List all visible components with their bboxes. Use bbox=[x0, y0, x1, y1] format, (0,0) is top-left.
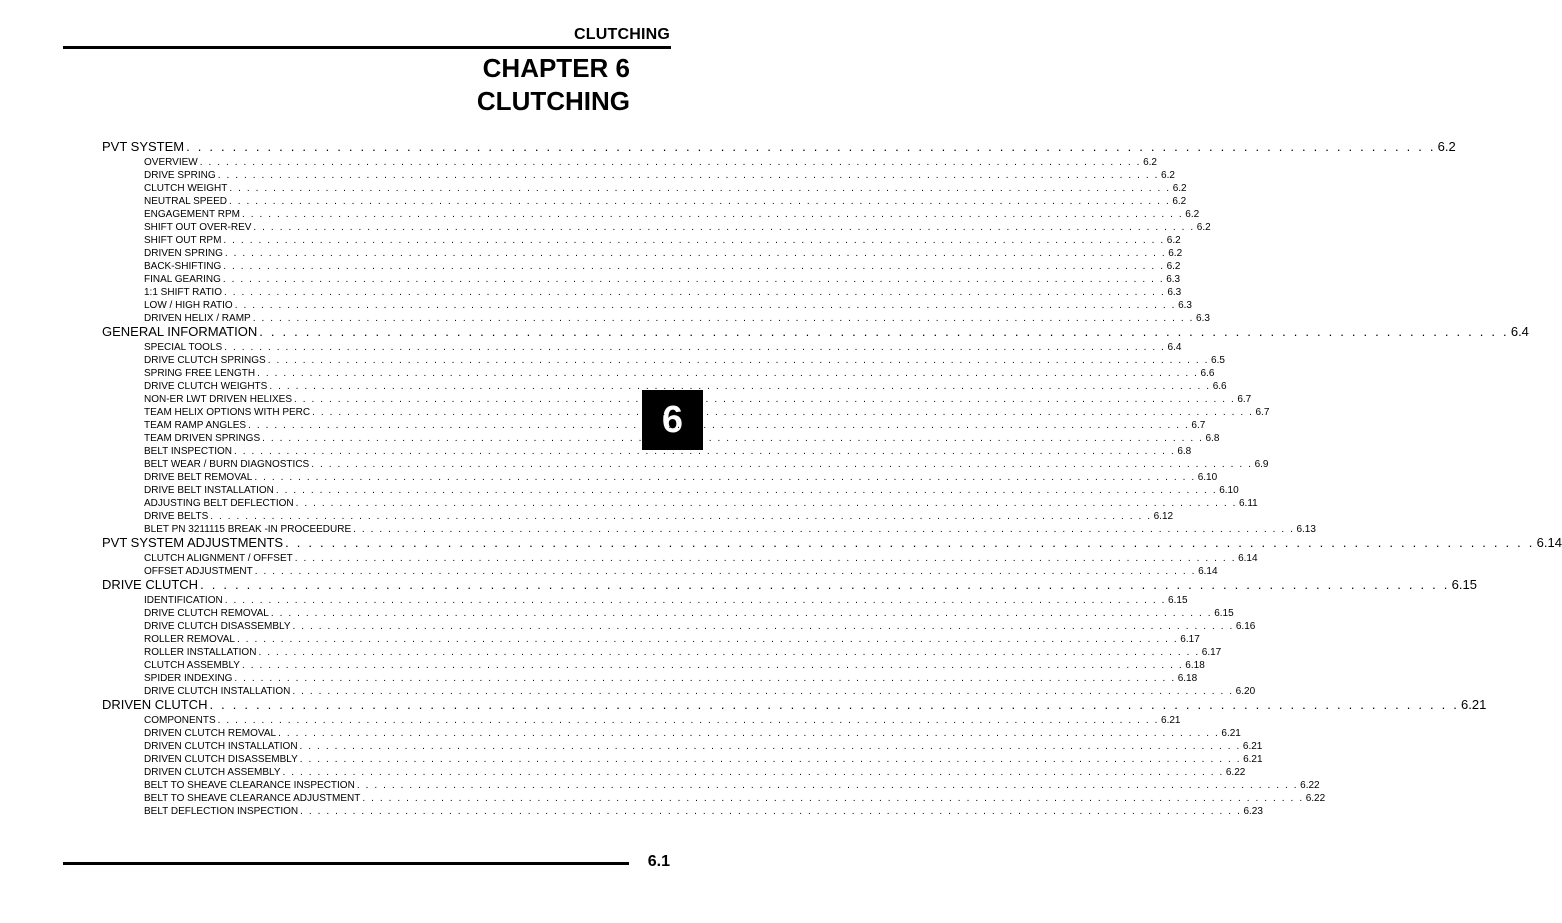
toc-section-page: 6.14 bbox=[1536, 535, 1562, 550]
toc-entry-title: NEUTRAL SPEED bbox=[144, 196, 227, 207]
toc-entry[interactable] bbox=[144, 780, 1320, 793]
dot-leader: . . . . . . . . . . . . . . . . . . . . . . . . . . . . . . . . . . . . . . . . . . . . . . . . . . . . . . . . . . . . . . . . . . . . . . . . . . . . . . . . . . . . . . . . . . . . . . . . . . . . . . . . . . . . bbox=[292, 621, 1234, 632]
toc-entry-page: 6.3 bbox=[1166, 274, 1181, 285]
toc-section-title: GENERAL INFORMATION bbox=[102, 324, 258, 339]
toc-entry-title: 1:1 SHIFT RATIO bbox=[144, 287, 222, 298]
dot-leader: . . . . . . . . . . . . . . . . . . . . . . . . . . . . . . . . . . . . . . . . . . . . . . . . . . . . . . . . . . . . . . . . . . . . . . . . . . . . . . . . . . . . . . . . . . . . . . . . . . . . . . . . . . . . bbox=[275, 485, 1218, 496]
toc-section-page: 6.4 bbox=[1510, 324, 1529, 339]
toc-entry-page: 6.11 bbox=[1239, 498, 1258, 509]
toc-entry[interactable] bbox=[144, 381, 1227, 394]
dot-leader: . . . . . . . . . . . . . . . . . . . . . . . . . . . . . . . . . . . . . . . . . . . . . . . . . . . . . . . . . . . . . . . . . . . . . . . . . . . . . . . . . . . . . . . . . . . . . . . . . . . . . . . . . . . . bbox=[253, 222, 1195, 233]
dot-leader: . . . . . . . . . . . . . . . . . . . . . . . . . . . . . . . . . . . . . . . . . . . . . . . . . . . . . . . . . . . . . . . . . . . . . . . . . . . . . . . . . . . . . . . . . . . . . . . . . . . . . . . . . . . . bbox=[241, 209, 1184, 220]
toc-entry-title: BLET PN 3211115 BREAK -IN PROCEEDURE bbox=[144, 524, 352, 535]
dot-leader: . . . . . . . . . . . . . . . . . . . . . . . . . . . . . . . . . . . . . . . . . . . . . . . . . . . . . . . . . . . . . . . . . . . . . . . . . . . . . . . . . . . . . . . . . . . . . . . . . . . . . . . . . . . . bbox=[294, 553, 1237, 564]
header-rule bbox=[63, 46, 671, 49]
toc-entry[interactable] bbox=[144, 793, 1326, 806]
toc-section-title: DRIVE CLUTCH bbox=[102, 577, 199, 592]
toc-entry-page: 6.15 bbox=[1168, 595, 1188, 606]
toc-entry-title: SPIDER INDEXING bbox=[144, 673, 233, 684]
toc-entry-title: SHIFT OUT RPM bbox=[144, 235, 222, 246]
toc-entry-page: 6.17 bbox=[1201, 647, 1222, 658]
toc-entry-page: 6.6 bbox=[1200, 368, 1215, 379]
toc-entry-title: DRIVEN CLUTCH ASSEMBLY bbox=[144, 767, 281, 778]
toc-entry-title: DRIVE CLUTCH DISASSEMBLY bbox=[144, 621, 291, 632]
toc-entry[interactable] bbox=[144, 170, 1175, 183]
toc-entry-page: 6.2 bbox=[1143, 157, 1157, 168]
toc-entry[interactable] bbox=[144, 728, 1241, 741]
toc-entry[interactable] bbox=[144, 754, 1263, 767]
toc-entry[interactable] bbox=[144, 595, 1188, 608]
chapter-title bbox=[477, 52, 630, 118]
dot-leader: . . . . . . . . . . . . . . . . . . . . . . . . . . . . . . . . . . . . . . . . . . . . . . . . . . . . . . . . . . . . . . . . . . . . . . . . . . . . . . . . . . . . . . . . . . . . . . . . . . . . . . . . . . . . bbox=[299, 754, 1242, 765]
toc-entry-title: TEAM RAMP ANGLES bbox=[144, 420, 247, 431]
toc-entry-title: DRIVE CLUTCH SPRINGS bbox=[144, 355, 266, 366]
toc-entry-page: 6.13 bbox=[1296, 524, 1316, 535]
dot-leader: . . . . . . . . . . . . . . . . . . . . . . . . . . . . . . . . . . . . . . . . . . . . . . . . . . . . . . . . . . . . . . . . . . . . . . . . . . . . . . . . . . . . . . . . . . . . . . . . . . . . . . . . . . . . bbox=[262, 433, 1204, 444]
dot-leader: . . . . . . . . . . . . . . . . . . . . . . . . . . . . . . . . . . . . . . . . . . . . . . . . . . . . . . . . . . . . . . . . . . . . . . . . . . . . . . . . . . . . . . . . . . . . . . . . . . . . . . . . . . . . bbox=[248, 420, 1190, 431]
toc-entry-title: DRIVE BELT INSTALLATION bbox=[144, 485, 274, 496]
toc-entry[interactable] bbox=[144, 741, 1263, 754]
toc-entry[interactable] bbox=[144, 355, 1225, 368]
toc-entry[interactable] bbox=[144, 498, 1258, 511]
toc-entry[interactable] bbox=[144, 446, 1192, 459]
toc-entry-title: IDENTIFICATION bbox=[144, 595, 223, 606]
toc-entry-page: 6.22 bbox=[1305, 793, 1326, 804]
toc-entry-title: CLUTCH ALIGNMENT / OFFSET bbox=[144, 553, 293, 564]
toc-entry-page: 6.6 bbox=[1212, 381, 1227, 392]
toc-entry[interactable] bbox=[144, 394, 1252, 407]
dot-leader: . . . . . . . . . . . . . . . . . . . . . . . . . . . . . . . . . . . . . . . . . . . . . . . . . . . . . . . . . . . . . . . . . . . . . . . . . . . . . . . . . . . . . . . . . . . . . . . . . . . . . . . . . . . . bbox=[200, 577, 1450, 592]
toc-entry[interactable] bbox=[144, 287, 1182, 300]
dot-leader: . . . . . . . . . . . . . . . . . . . . . . . . . . . . . . . . . . . . . . . . . . . . . . . . . . . . . . . . . . . . . . . . . . . . . . . . . . . . . . . . . . . . . . . . . . . . . . . . . . . . . . . . . . . . bbox=[234, 673, 1176, 684]
toc-entry[interactable] bbox=[144, 274, 1181, 287]
dot-leader: . . . . . . . . . . . . . . . . . . . . . . . . . . . . . . . . . . . . . . . . . . . . . . . . . . . . . . . . . . . . . . . . . . . . . . . . . . . . . . . . . . . . . . . . . . . . . . . . . . . . . . . . . . . . bbox=[228, 196, 1171, 207]
dot-leader: . . . . . . . . . . . . . . . . . . . . . . . . . . . . . . . . . . . . . . . . . . . . . . . . . . . . . . . . . . . . . . . . . . . . . . . . . . . . . . . . . . . . . . . . . . . . . . . . . . . . . . . . . . . . bbox=[254, 566, 1197, 577]
toc-entry-page: 6.2 bbox=[1161, 170, 1175, 181]
toc-entry-page: 6.17 bbox=[1180, 634, 1200, 645]
dot-leader: . . . . . . . . . . . . . . . . . . . . . . . . . . . . . . . . . . . . . . . . . . . . . . . . . . . . . . . . . . . . . . . . . . . . . . . . . . . . . . . . . . . . . . . . . . . . . . . . . . . . . . . . . . . . bbox=[299, 741, 1241, 752]
dot-leader: . . . . . . . . . . . . . . . . . . . . . . . . . . . . . . . . . . . . . . . . . . . . . . . . . . . . . . . . . . . . . . . . . . . . . . . . . . . . . . . . . . . . . . . . . . . . . . . . . . . . . . . . . . . . bbox=[312, 407, 1254, 418]
toc-entry-page: 6.4 bbox=[1167, 342, 1182, 353]
toc-entry[interactable] bbox=[144, 553, 1258, 566]
toc-entry-page: 6.3 bbox=[1167, 287, 1182, 298]
toc-entry-page: 6.21 bbox=[1221, 728, 1241, 739]
dot-leader: . . . . . . . . . . . . . . . . . . . . . . . . . . . . . . . . . . . . . . . . . . . . . . . . . . . . . . . . . . . . . . . . . . . . . . . . . . . . . . . . . . . . . . . . . . . . . . . . . . . . . . . . . . . . bbox=[300, 806, 1242, 817]
toc-entry-title: FINAL GEARING bbox=[144, 274, 221, 285]
toc-entry-title: TEAM HELIX OPTIONS WITH PERC bbox=[144, 407, 311, 418]
toc-entry[interactable] bbox=[144, 300, 1192, 313]
dot-leader: . . . . . . . . . . . . . . . . . . . . . . . . . . . . . . . . . . . . . . . . . . . . . . . . . . . . . . . . . . . . . . . . . . . . . . . . . . . . . . . . . . . . . . . . . . . . . . . . . . . . . . . . . . . . bbox=[257, 368, 1199, 379]
dot-leader: . . . . . . . . . . . . . . . . . . . . . . . . . . . . . . . . . . . . . . . . . . . . . . . . . . . . . . . . . . . . . . . . . . . . . . . . . . . . . . . . . . . . . . . . . . . . . . . . . . . . . . . . . . . . bbox=[223, 261, 1165, 272]
toc-entry-title: SPECIAL TOOLS bbox=[144, 342, 223, 353]
toc-entry-page: 6.8 bbox=[1177, 446, 1192, 457]
toc-entry-page: 6.18 bbox=[1177, 673, 1198, 684]
dot-leader: . . . . . . . . . . . . . . . . . . . . . . . . . . . . . . . . . . . . . . . . . . . . . . . . . . . . . . . . . . . . . . . . . . . . . . . . . . . . . . . . . . . . . . . . . . . . . . . . . . . . . . . . . . . . bbox=[294, 394, 1236, 405]
dot-leader: . . . . . . . . . . . . . . . . . . . . . . . . . . . . . . . . . . . . . . . . . . . . . . . . . . . . . . . . . . . . . . . . . . . . . . . . . . . . . . . . . . . . . . . . . . . . . . . . . . . . . . . . . . . . bbox=[222, 274, 1165, 285]
toc-entry-title: DRIVE CLUTCH REMOVAL bbox=[144, 608, 269, 619]
toc-entry-page: 6.20 bbox=[1235, 686, 1256, 697]
dot-leader: . . . . . . . . . . . . . . . . . . . . . . . . . . . . . . . . . . . . . . . . . . . . . . . . . . . . . . . . . . . . . . . . . . . . . . . . . . . . . . . . . . . . . . . . . . . . . . . . . . . . . . . . . . . . bbox=[217, 715, 1160, 726]
toc-entry-page: 6.22 bbox=[1300, 780, 1320, 791]
page-number: 6.1 bbox=[647, 853, 670, 870]
toc-entry-page: 6.3 bbox=[1196, 313, 1210, 324]
toc-entry-title: ENGAGEMENT RPM bbox=[144, 209, 240, 220]
toc-entry[interactable] bbox=[144, 420, 1206, 433]
toc-section[interactable] bbox=[102, 697, 1487, 713]
toc-entry-page: 6.2 bbox=[1168, 248, 1183, 259]
toc-entry-title: DRIVE CLUTCH WEIGHTS bbox=[144, 381, 268, 392]
dot-leader: . . . . . . . . . . . . . . . . . . . . . . . . . . . . . . . . . . . . . . . . . . . . . . . . . . . . . . . . . . . . . . . . . . . . . . . . . . . . . . . . . . . . . . . . . . . . . . . . . . . . . . . . . . . . bbox=[199, 157, 1142, 168]
dot-leader: . . . . . . . . . . . . . . . . . . . . . . . . . . . . . . . . . . . . . . . . . . . . . . . . . . . . . . . . . . . . . . . . . . . . . . . . . . . . . . . . . . . . . . . . . . . . . . . . . . . . . . . . . . . . bbox=[282, 767, 1224, 778]
dot-leader: . . . . . . . . . . . . . . . . . . . . . . . . . . . . . . . . . . . . . . . . . . . . . . . . . . . . . . . . . . . . . . . . . . . . . . . . . . . . . . . . . . . . . . . . . . . . . . . . . . . . . . . . . . . . bbox=[186, 139, 1436, 154]
dot-leader: . . . . . . . . . . . . . . . . . . . . . . . . . . . . . . . . . . . . . . . . . . . . . . . . . . . . . . . . . . . . . . . . . . . . . . . . . . . . . . . . . . . . . . . . . . . . . . . . . . . . . . . . . . . . bbox=[295, 498, 1237, 509]
toc-entry[interactable] bbox=[144, 715, 1181, 728]
toc-entry-page: 6.10 bbox=[1219, 485, 1239, 496]
toc-entry-title: OFFSET ADJUSTMENT bbox=[144, 566, 253, 577]
toc-entry-page: 6.2 bbox=[1172, 196, 1187, 207]
toc-entry-title: DRIVEN HELIX / RAMP bbox=[144, 313, 251, 324]
toc-entry[interactable] bbox=[144, 608, 1234, 621]
dot-leader: . . . . . . . . . . . . . . . . . . . . . . . . . . . . . . . . . . . . . . . . . . . . . . . . . . . . . . . . . . . . . . . . . . . . . . . . . . . . . . . . . . . . . . . . . . . . . . . . . . . . . . . . . . . . bbox=[356, 780, 1299, 791]
dot-leader: . . . . . . . . . . . . . . . . . . . . . . . . . . . . . . . . . . . . . . . . . . . . . . . . . . . . . . . . . . . . . . . . . . . . . . . . . . . . . . . . . . . . . . . . . . . . . . . . . . . . . . . . . . . . bbox=[233, 446, 1176, 457]
toc-entry-page: 6.8 bbox=[1205, 433, 1220, 444]
toc-entry-page: 6.18 bbox=[1185, 660, 1205, 671]
toc-entry-title: LOW / HIGH RATIO bbox=[144, 300, 233, 311]
toc-entry[interactable] bbox=[144, 368, 1215, 381]
toc-section-page: 6.21 bbox=[1461, 697, 1487, 712]
dot-leader: . . . . . . . . . . . . . . . . . . . . . . . . . . . . . . . . . . . . . . . . . . . . . . . . . . . . . . . . . . . . . . . . . . . . . . . . . . . . . . . . . . . . . . . . . . . . . . . . . . . . . . . . . . . . bbox=[252, 313, 1195, 324]
toc-entry[interactable] bbox=[144, 433, 1220, 446]
toc-entry-page: 6.21 bbox=[1243, 754, 1263, 765]
chapter-tab: 6 bbox=[642, 390, 703, 450]
running-header: CLUTCHING bbox=[573, 26, 670, 43]
toc-entry-page: 6.7 bbox=[1255, 407, 1270, 418]
toc-entry-title: BELT INSPECTION bbox=[144, 446, 232, 457]
toc-entry-page: 6.2 bbox=[1172, 183, 1187, 194]
toc-section-title: PVT SYSTEM bbox=[102, 139, 185, 154]
chapter-name: CLUTCHING bbox=[476, 86, 630, 116]
dot-leader: . . . . . . . . . . . . . . . . . . . . . . . . . . . . . . . . . . . . . . . . . . . . . . . . . . . . . . . . . . . . . . . . . . . . . . . . . . . . . . . . . . . . . . . . . . . . . . . . . . . . . . . . . . . . bbox=[223, 235, 1165, 246]
toc-section[interactable] bbox=[102, 139, 1456, 155]
toc-entry-page: 6.3 bbox=[1178, 300, 1192, 311]
toc-entry[interactable] bbox=[144, 767, 1246, 780]
toc-entry-title: BELT TO SHEAVE CLEARANCE ADJUSTMENT bbox=[144, 793, 361, 804]
dot-leader: . . . . . . . . . . . . . . . . . . . . . . . . . . . . . . . . . . . . . . . . . . . . . . . . . . . . . . . . . . . . . . . . . . . . . . . . . . . . . . . . . . . . . . . . . . . . . . . . . . . . . . . . . . . . bbox=[223, 287, 1166, 298]
toc-entry[interactable] bbox=[144, 222, 1211, 235]
toc-entry[interactable] bbox=[144, 183, 1187, 196]
toc-entry-page: 6.2 bbox=[1185, 209, 1200, 220]
toc-entry-page: 6.21 bbox=[1161, 715, 1181, 726]
dot-leader: . . . . . . . . . . . . . . . . . . . . . . . . . . . . . . . . . . . . . . . . . . . . . . . . . . . . . . . . . . . . . . . . . . . . . . . . . . . . . . . . . . . . . . . . . . . . . . . . . . . . . . . . . . . . bbox=[217, 170, 1160, 181]
toc-section[interactable] bbox=[102, 577, 1477, 593]
dot-leader: . . . . . . . . . . . . . . . . . . . . . . . . . . . . . . . . . . . . . . . . . . . . . . . . . . . . . . . . . . . . . . . . . . . . . . . . . . . . . . . . . . . . . . . . . . . . . . . . . . . . . . . . . . . . bbox=[270, 608, 1213, 619]
dot-leader: . . . . . . . . . . . . . . . . . . . . . . . . . . . . . . . . . . . . . . . . . . . . . . . . . . . . . . . . . . . . . . . . . . . . . . . . . . . . . . . . . . . . . . . . . . . . . . . . . . . . . . . . . . . . bbox=[229, 183, 1171, 194]
toc-entry[interactable] bbox=[144, 673, 1198, 686]
toc-entry-page: 6.7 bbox=[1191, 420, 1206, 431]
toc-entry-title: COMPONENTS bbox=[144, 715, 216, 726]
toc-entry-page: 6.16 bbox=[1235, 621, 1256, 632]
toc-entry-title: ROLLER REMOVAL bbox=[144, 634, 235, 645]
toc-entry[interactable] bbox=[144, 196, 1187, 209]
toc-entry-page: 6.2 bbox=[1166, 235, 1181, 246]
toc-entry[interactable] bbox=[144, 209, 1200, 222]
toc-entry-title: DRIVEN CLUTCH DISASSEMBLY bbox=[144, 754, 298, 765]
dot-leader: . . . . . . . . . . . . . . . . . . . . . . . . . . . . . . . . . . . . . . . . . . . . . . . . . . . . . . . . . . . . . . . . . . . . . . . . . . . . . . . . . . . . . . . . . . . . . . . . . . . . . . . . . . . . bbox=[353, 524, 1295, 535]
toc-entry-page: 6.22 bbox=[1225, 767, 1246, 778]
toc-entry-page: 6.14 bbox=[1238, 553, 1258, 564]
toc-entry-page: 6.23 bbox=[1243, 806, 1263, 817]
toc-entry-title: BELT DEFLECTION INSPECTION bbox=[144, 806, 299, 817]
toc-entry-title: NON-ER LWT DRIVEN HELIXES bbox=[144, 394, 292, 405]
toc-entry-title: TEAM DRIVEN SPRINGS bbox=[144, 433, 261, 444]
toc-entry[interactable] bbox=[144, 511, 1174, 524]
toc-entry[interactable] bbox=[144, 621, 1256, 634]
toc-entry-page: 6.15 bbox=[1214, 608, 1234, 619]
dot-leader: . . . . . . . . . . . . . . . . . . . . . . . . . . . . . . . . . . . . . . . . . . . . . . . . . . . . . . . . . . . . . . . . . . . . . . . . . . . . . . . . . . . . . . . . . . . . . . . . . . . . . . . . . . . . bbox=[236, 634, 1179, 645]
dot-leader: . . . . . . . . . . . . . . . . . . . . . . . . . . . . . . . . . . . . . . . . . . . . . . . . . . . . . . . . . . . . . . . . . . . . . . . . . . . . . . . . . . . . . . . . . . . . . . . . . . . . . . . . . . . . bbox=[285, 535, 1535, 550]
toc-entry-title: DRIVE BELTS bbox=[144, 511, 209, 522]
toc-entry-page: 6.2 bbox=[1196, 222, 1211, 233]
toc-section-title: DRIVEN CLUTCH bbox=[102, 697, 208, 712]
toc-entry-title: DRIVEN CLUTCH INSTALLATION bbox=[144, 741, 298, 752]
toc-entry-title: DRIVEN SPRING bbox=[144, 248, 223, 259]
dot-leader: . . . . . . . . . . . . . . . . . . . . . . . . . . . . . . . . . . . . . . . . . . . . . . . . . . . . . . . . . . . . . . . . . . . . . . . . . . . . . . . . . . . . . . . . . . . . . . . . . . . . . . . . . . . . bbox=[224, 248, 1167, 259]
toc-entry-title: CLUTCH WEIGHT bbox=[144, 183, 228, 194]
toc-entry-page: 6.5 bbox=[1211, 355, 1225, 366]
toc-entry-page: 6.12 bbox=[1153, 511, 1174, 522]
toc-entry-title: OVERVIEW bbox=[144, 157, 198, 168]
toc-entry-title: SHIFT OUT OVER-REV bbox=[144, 222, 252, 233]
dot-leader: . . . . . . . . . . . . . . . . . . . . . . . . . . . . . . . . . . . . . . . . . . . . . . . . . . . . . . . . . . . . . . . . . . . . . . . . . . . . . . . . . . . . . . . . . . . . . . . . . . . . . . . . . . . . bbox=[241, 660, 1184, 671]
toc-entry-title: DRIVE CLUTCH INSTALLATION bbox=[144, 686, 291, 697]
toc-section-page: 6.15 bbox=[1451, 577, 1477, 592]
dot-leader: . . . . . . . . . . . . . . . . . . . . . . . . . . . . . . . . . . . . . . . . . . . . . . . . . . . . . . . . . . . . . . . . . . . . . . . . . . . . . . . . . . . . . . . . . . . . . . . . . . . . . . . . . . . . bbox=[224, 342, 1166, 353]
dot-leader: . . . . . . . . . . . . . . . . . . . . . . . . . . . . . . . . . . . . . . . . . . . . . . . . . . . . . . . . . . . . . . . . . . . . . . . . . . . . . . . . . . . . . . . . . . . . . . . . . . . . . . . . . . . . bbox=[278, 728, 1220, 739]
toc-entry[interactable] bbox=[144, 459, 1269, 472]
toc-entry-title: BELT WEAR / BURN DIAGNOSTICS bbox=[144, 459, 310, 470]
toc-entry[interactable] bbox=[144, 647, 1222, 660]
toc-entry-title: DRIVEN CLUTCH REMOVAL bbox=[144, 728, 277, 739]
toc-entry[interactable] bbox=[144, 472, 1218, 485]
dot-leader: . . . . . . . . . . . . . . . . . . . . . . . . . . . . . . . . . . . . . . . . . . . . . . . . . . . . . . . . . . . . . . . . . . . . . . . . . . . . . . . . . . . . . . . . . . . . . . . . . . . . . . . . . . . . bbox=[209, 697, 1460, 712]
dot-leader: . . . . . . . . . . . . . . . . . . . . . . . . . . . . . . . . . . . . . . . . . . . . . . . . . . . . . . . . . . . . . . . . . . . . . . . . . . . . . . . . . . . . . . . . . . . . . . . . . . . . . . . . . . . . bbox=[269, 381, 1211, 392]
dot-leader: . . . . . . . . . . . . . . . . . . . . . . . . . . . . . . . . . . . . . . . . . . . . . . . . . . . . . . . . . . . . . . . . . . . . . . . . . . . . . . . . . . . . . . . . . . . . . . . . . . . . . . . . . . . . bbox=[210, 511, 1152, 522]
toc-entry-title: DRIVE BELT REMOVAL bbox=[144, 472, 253, 483]
toc-entry[interactable] bbox=[144, 407, 1270, 420]
toc-entry[interactable] bbox=[144, 634, 1200, 647]
toc-entry-page: 6.7 bbox=[1237, 394, 1252, 405]
toc-entry-title: BACK-SHIFTING bbox=[144, 261, 222, 272]
toc-section-page: 6.2 bbox=[1437, 139, 1456, 154]
dot-leader: . . . . . . . . . . . . . . . . . . . . . . . . . . . . . . . . . . . . . . . . . . . . . . . . . . . . . . . . . . . . . . . . . . . . . . . . . . . . . . . . . . . . . . . . . . . . . . . . . . . . . . . . . . . . bbox=[292, 686, 1234, 697]
dot-leader: . . . . . . . . . . . . . . . . . . . . . . . . . . . . . . . . . . . . . . . . . . . . . . . . . . . . . . . . . . . . . . . . . . . . . . . . . . . . . . . . . . . . . . . . . . . . . . . . . . . . . . . . . . . . bbox=[224, 595, 1167, 606]
toc-entry[interactable] bbox=[144, 261, 1181, 274]
toc-entry-page: 6.21 bbox=[1242, 741, 1263, 752]
toc-entry-page: 6.14 bbox=[1198, 566, 1218, 577]
toc-section[interactable] bbox=[102, 535, 1562, 551]
toc-entry[interactable] bbox=[144, 485, 1239, 498]
toc-entry-title: BELT TO SHEAVE CLEARANCE INSPECTION bbox=[144, 780, 355, 791]
chapter-number: CHAPTER 6 bbox=[482, 53, 630, 83]
toc-entry[interactable] bbox=[144, 157, 1157, 170]
toc-entry-page: 6.2 bbox=[1166, 261, 1181, 272]
dot-leader: . . . . . . . . . . . . . . . . . . . . . . . . . . . . . . . . . . . . . . . . . . . . . . . . . . . . . . . . . . . . . . . . . . . . . . . . . . . . . . . . . . . . . . . . . . . . . . . . . . . . . . . . . . . . bbox=[234, 300, 1177, 311]
toc-section[interactable] bbox=[102, 324, 1529, 340]
toc-entry-title: SPRING FREE LENGTH bbox=[144, 368, 256, 379]
footer-rule bbox=[63, 862, 629, 865]
dot-leader: . . . . . . . . . . . . . . . . . . . . . . . . . . . . . . . . . . . . . . . . . . . . . . . . . . . . . . . . . . . . . . . . . . . . . . . . . . . . . . . . . . . . . . . . . . . . . . . . . . . . . . . . . . . . bbox=[362, 793, 1304, 804]
toc-entry[interactable] bbox=[144, 806, 1263, 819]
toc-section-title: PVT SYSTEM ADJUSTMENTS bbox=[102, 535, 284, 550]
toc-entry[interactable] bbox=[144, 248, 1183, 261]
dot-leader: . . . . . . . . . . . . . . . . . . . . . . . . . . . . . . . . . . . . . . . . . . . . . . . . . . . . . . . . . . . . . . . . . . . . . . . . . . . . . . . . . . . . . . . . . . . . . . . . . . . . . . . . . . . . bbox=[267, 355, 1210, 366]
toc-entry-page: 6.10 bbox=[1197, 472, 1218, 483]
toc-entry-title: ROLLER INSTALLATION bbox=[144, 647, 257, 658]
toc-entry-title: ADJUSTING BELT DEFLECTION bbox=[144, 498, 294, 509]
dot-leader: . . . . . . . . . . . . . . . . . . . . . . . . . . . . . . . . . . . . . . . . . . . . . . . . . . . . . . . . . . . . . . . . . . . . . . . . . . . . . . . . . . . . . . . . . . . . . . . . . . . . . . . . . . . . bbox=[258, 647, 1200, 658]
toc-entry-page: 6.9 bbox=[1254, 459, 1269, 470]
dot-leader: . . . . . . . . . . . . . . . . . . . . . . . . . . . . . . . . . . . . . . . . . . . . . . . . . . . . . . . . . . . . . . . . . . . . . . . . . . . . . . . . . . . . . . . . . . . . . . . . . . . . . . . . . . . . bbox=[254, 472, 1196, 483]
toc-entry-title: DRIVE SPRING bbox=[144, 170, 216, 181]
toc-entry[interactable] bbox=[144, 235, 1181, 248]
toc-entry[interactable] bbox=[144, 660, 1205, 673]
dot-leader: . . . . . . . . . . . . . . . . . . . . . . . . . . . . . . . . . . . . . . . . . . . . . . . . . . . . . . . . . . . . . . . . . . . . . . . . . . . . . . . . . . . . . . . . . . . . . . . . . . . . . . . . . . . . bbox=[259, 324, 1509, 339]
toc-entry[interactable] bbox=[144, 342, 1182, 355]
toc-entry-title: CLUTCH ASSEMBLY bbox=[144, 660, 240, 671]
dot-leader: . . . . . . . . . . . . . . . . . . . . . . . . . . . . . . . . . . . . . . . . . . . . . . . . . . . . . . . . . . . . . . . . . . . . . . . . . . . . . . . . . . . . . . . . . . . . . . . . . . . . . . . . . . . . bbox=[311, 459, 1253, 470]
